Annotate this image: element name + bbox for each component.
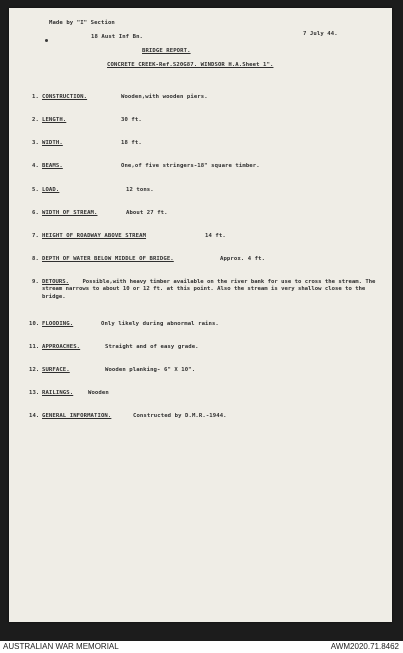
- item-value: Approx. 4 ft.: [220, 256, 266, 262]
- item-value: Straight and of easy grade.: [105, 344, 199, 350]
- item-value: Possible,with heavy timber available on the river bank for use to cross the stream. The stream narrows to about 10 or 12 ft. at this point. Also the stream is very shallow close to the bridge.: [42, 279, 376, 300]
- item-label: GENERAL INFORMATION.: [42, 413, 112, 419]
- report-date: 7 July 44.: [303, 31, 338, 37]
- item-number: 7.: [32, 233, 39, 239]
- item-number: 1.: [32, 94, 39, 100]
- item-value: 12 tons.: [126, 187, 154, 193]
- report-title: BRIDGE REPORT.: [142, 48, 191, 54]
- unit-line: 18 Aust Inf Bn.: [91, 34, 144, 40]
- item-number: 12.: [29, 367, 40, 373]
- made-by-line: Made by "I" Section: [49, 20, 115, 26]
- ink-mark: [45, 39, 48, 42]
- item-label: SURFACE.: [42, 367, 70, 373]
- item-number: 8.: [32, 256, 39, 262]
- item-label: WIDTH.: [42, 140, 63, 146]
- item-value: Wooden,with wooden piers.: [121, 94, 208, 100]
- item-number: 3.: [32, 140, 39, 146]
- item-number: 10.: [29, 321, 40, 327]
- footer-institution: AUSTRALIAN WAR MEMORIAL: [3, 642, 119, 651]
- item-number: 11.: [29, 344, 40, 350]
- item-label: DEPTH OF WATER BELOW MIDDLE OF BRIDGE.: [42, 256, 174, 262]
- item-value: 30 ft.: [121, 117, 142, 123]
- item-label: DETOURS.: [42, 279, 69, 285]
- item-number: 9.: [32, 279, 39, 285]
- item-value: Only likely during abnormal rains.: [101, 321, 219, 327]
- item-number: 2.: [32, 117, 39, 123]
- item-label: RAILINGS.: [42, 390, 74, 396]
- item-value: Constructed by D.M.R.-1944.: [133, 413, 227, 419]
- item-label: APPROACHES.: [42, 344, 81, 350]
- item-value: 14 ft.: [205, 233, 226, 239]
- item-label: LOAD.: [42, 187, 60, 193]
- item-number: 6.: [32, 210, 39, 216]
- item-label: WIDTH OF STREAM.: [42, 210, 98, 216]
- item-value: One,of five stringers-18" square timber.: [121, 163, 260, 169]
- document-page: [9, 8, 392, 622]
- item-label: FLOODING.: [42, 321, 74, 327]
- item-number: 4.: [32, 163, 39, 169]
- item-value: 18 ft.: [121, 140, 142, 146]
- item-number: 5.: [32, 187, 39, 193]
- item-value: About 27 ft.: [126, 210, 168, 216]
- item-label: BEAMS.: [42, 163, 63, 169]
- item-value: Wooden planking- 6" X 10".: [105, 367, 196, 373]
- item-label: HEIGHT OF ROADWAY ABOVE STREAM: [42, 233, 147, 239]
- item-label: LENGTH.: [42, 117, 67, 123]
- item-detours-paragraph: [42, 279, 382, 301]
- item-number: 14.: [29, 413, 40, 419]
- item-number: 13.: [29, 390, 40, 396]
- item-label: CONSTRUCTION.: [42, 94, 88, 100]
- report-subtitle: CONCRETE CREEK-Ref.S20G87. WINDSOR H.A.Sheet 1".: [107, 62, 274, 68]
- item-value: Wooden: [88, 390, 109, 396]
- footer-accession-number: AWM2020.71.8462: [330, 642, 399, 651]
